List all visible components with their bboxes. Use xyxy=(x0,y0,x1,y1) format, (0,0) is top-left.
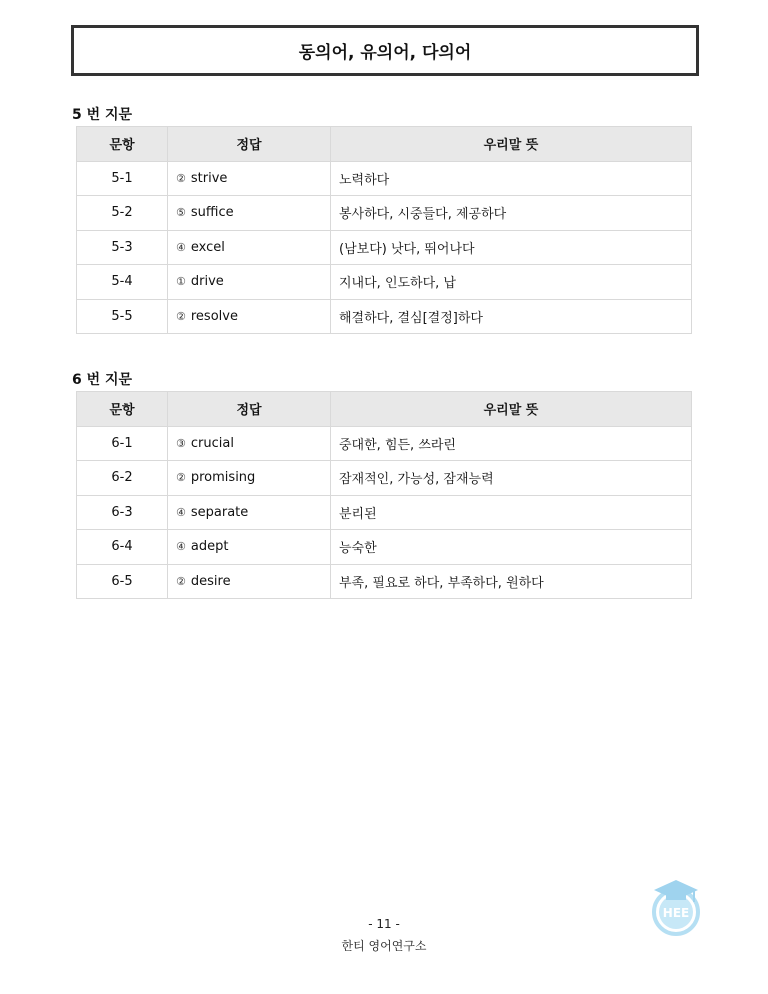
answer-word: desire xyxy=(190,573,231,589)
choice-mark: ① xyxy=(176,275,186,289)
table-row xyxy=(77,299,692,334)
answer-table-6 xyxy=(76,391,692,599)
choice-mark: ② xyxy=(176,171,186,185)
question-number: 5-1 xyxy=(77,161,168,196)
table-row xyxy=(77,564,692,599)
choice-mark: ③ xyxy=(176,436,186,450)
answer-cell xyxy=(168,426,331,461)
choice-mark: ② xyxy=(176,574,186,588)
answer-cell xyxy=(168,530,331,565)
table-row xyxy=(77,530,692,565)
table-row xyxy=(77,426,692,461)
logo-text: HEE xyxy=(662,906,690,920)
meaning-cell: 잠재적인, 가능성, 잠재능력 xyxy=(331,461,692,496)
answer-cell xyxy=(168,564,331,599)
question-number: 5-2 xyxy=(77,196,168,231)
answer-word: strive xyxy=(190,170,228,186)
answer-cell xyxy=(168,265,331,300)
table-header-row xyxy=(77,392,692,427)
answer-word: resolve xyxy=(190,308,238,324)
answer-word: crucial xyxy=(190,435,234,451)
question-number: 5-4 xyxy=(77,265,168,300)
answer-cell xyxy=(168,230,331,265)
column-header-answer: 정답 xyxy=(168,127,331,162)
table-row xyxy=(77,495,692,530)
answer-cell xyxy=(168,299,331,334)
column-header-meaning: 우리말 뜻 xyxy=(331,392,692,427)
question-number: 6-5 xyxy=(77,564,168,599)
section-heading-5: 5 번 지문 xyxy=(72,107,133,123)
meaning-cell: 중대한, 힘든, 쓰라린 xyxy=(331,426,692,461)
meaning-cell: 능숙한 xyxy=(331,530,692,565)
column-header-answer: 정답 xyxy=(168,392,331,427)
answer-word: suffice xyxy=(190,205,234,221)
page-number: - 11 - xyxy=(368,917,400,931)
answer-word: adept xyxy=(190,539,229,555)
meaning-cell: 봉사하다, 시중들다, 제공하다 xyxy=(331,196,692,231)
question-number: 6-4 xyxy=(77,530,168,565)
meaning-cell: 노력하다 xyxy=(331,161,692,196)
choice-mark: ⑤ xyxy=(176,206,186,220)
column-header-number: 문항 xyxy=(77,127,168,162)
answer-word: promising xyxy=(190,470,256,486)
answer-cell xyxy=(168,161,331,196)
section-heading-6: 6 번 지문 xyxy=(72,372,133,388)
answer-cell xyxy=(168,495,331,530)
organization-name: 한티 영어연구소 xyxy=(341,939,427,953)
question-number: 5-5 xyxy=(77,299,168,334)
table-header-row xyxy=(77,127,692,162)
answer-word: excel xyxy=(190,239,225,255)
meaning-cell: 해결하다, 결심[결정]하다 xyxy=(331,299,692,334)
answer-word: drive xyxy=(190,274,224,290)
meaning-cell: 부족, 필요로 하다, 부족하다, 원하다 xyxy=(331,564,692,599)
choice-mark: ② xyxy=(176,309,186,323)
question-number: 5-3 xyxy=(77,230,168,265)
question-number: 6-3 xyxy=(77,495,168,530)
question-number: 6-2 xyxy=(77,461,168,496)
table-row xyxy=(77,161,692,196)
choice-mark: ④ xyxy=(176,240,186,254)
question-number: 6-1 xyxy=(77,426,168,461)
meaning-cell: 지내다, 인도하다, 납 xyxy=(331,265,692,300)
table-row xyxy=(77,461,692,496)
answer-cell xyxy=(168,196,331,231)
page-title: 동의어, 유의어, 다의어 xyxy=(71,25,699,76)
answer-word: separate xyxy=(190,504,249,520)
meaning-cell: (남보다) 낫다, 뛰어나다 xyxy=(331,230,692,265)
answer-cell xyxy=(168,461,331,496)
column-header-meaning: 우리말 뜻 xyxy=(331,127,692,162)
meaning-cell: 분리된 xyxy=(331,495,692,530)
choice-mark: ② xyxy=(176,471,186,485)
choice-mark: ④ xyxy=(176,505,186,519)
table-row xyxy=(77,230,692,265)
column-header-number: 문항 xyxy=(77,392,168,427)
choice-mark: ④ xyxy=(176,540,186,554)
table-row xyxy=(77,196,692,231)
answer-table-5 xyxy=(76,126,692,334)
table-row xyxy=(77,265,692,300)
